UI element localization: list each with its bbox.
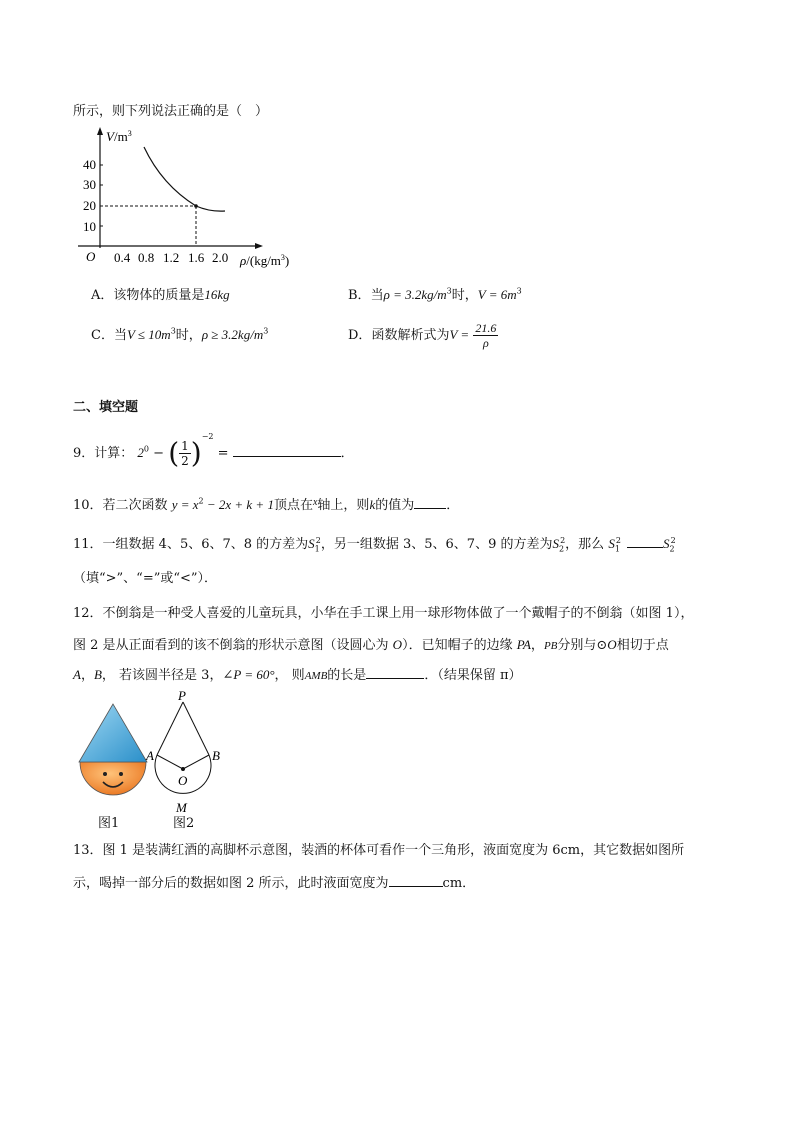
q8-intro: 所示，则下列说法正确的是（ ） [73, 104, 269, 119]
q10-answer-blank[interactable] [414, 496, 446, 509]
label-p: P [178, 688, 186, 703]
label-a: A [146, 748, 154, 763]
radius-oa [157, 755, 183, 769]
x-tick-1.2: 1.2 [163, 250, 180, 265]
q11-answer-blank[interactable] [627, 535, 663, 548]
y-axis-arrow [97, 127, 103, 135]
x-tick-1.6: 1.6 [188, 250, 205, 265]
label-o: O [178, 773, 188, 788]
center-point [181, 767, 185, 771]
q10: 10．若二次函数 $y = x^2 - 2x + k + 1$顶点在$^x$轴上，则k的值为 ． [73, 496, 460, 513]
origin-label: O [86, 249, 96, 264]
inverse-curve [144, 147, 225, 211]
tumbler-right-eye [119, 772, 123, 776]
tumbler-body [80, 762, 146, 795]
q12-line3: A，B， 若该圆半径是 3，∠P = 60°， 则AMB的长是 ．（结果保留 π） [73, 667, 522, 683]
q13-answer-blank[interactable] [389, 874, 443, 887]
x-tick-0.4: 0.4 [114, 250, 131, 265]
y-tick-40: 40 [83, 157, 96, 172]
y-tick-30: 30 [83, 177, 96, 192]
q11-line1: 11．一组数据 4、5、6、7、8 的方差为$S_1^2$，另一组数据 3、5、6、7、9 的方差为$S_2^2$，那么 $S_1^2$ $S_2^2$ [73, 535, 676, 554]
q8-option-b: B．当$\rho = 3.2kg/m^3$时，$V = 6m^3$ [348, 286, 522, 303]
q8-option-a: A．该物体的质量是16kg [91, 287, 230, 303]
y-tick-20: 20 [83, 198, 96, 213]
arc-amb: AMB [304, 670, 328, 682]
x-tick-0.8: 0.8 [138, 250, 155, 265]
q8-option-c: C．当$V \le 10m^3$时，$\rho \ge 3.2kg/m^3$ [91, 326, 269, 343]
label-m: M [176, 800, 187, 815]
q12-answer-blank[interactable] [366, 666, 424, 679]
tangent-pa [157, 702, 183, 755]
tumbler-hat [79, 704, 147, 762]
tangent-pb [183, 702, 209, 755]
x-axis-label: $\rho/(kg/m^3)$ [240, 253, 290, 268]
fraction-21.6-over-rho: $\frac{21.6}{\rho}$ [475, 321, 497, 350]
curve-point [194, 204, 198, 208]
q11-line2: （填“>”、“=”或“<”）． [73, 571, 218, 586]
radius-ob [183, 755, 209, 769]
figure-1-caption: 图1 [98, 816, 120, 831]
q9-answer-blank[interactable] [233, 444, 341, 457]
x-axis-arrow [255, 243, 263, 249]
density-volume-graph [70, 125, 310, 270]
q13-line1: 13．图 1 是装满红酒的高脚杯示意图，装酒的杯体可看作一个三角形，液面宽度为 6cm，其它数据如图所 [73, 843, 685, 858]
tumbler-left-eye [103, 772, 107, 776]
q12-line1: 12．不倒翁是一种受人喜爱的儿童玩具，小华在手工课上用一球形物体做了一个戴帽子的不倒翁（如图 1）， [73, 606, 694, 621]
q8-option-d: D．函数解析式为V = $\frac{21.6}{\rho}$ [348, 321, 497, 350]
q13-line2: 示，喝掉一部分后的数据如图 2 所示，此时液面宽度为 cm． [73, 876, 476, 891]
q9: 9．计算： $2^0$ − ( $\frac{1}{2}$ )$^{-2}$ = ． [73, 432, 354, 470]
figure-2-caption: 图2 [173, 816, 195, 831]
y-tick-10: 10 [83, 219, 96, 234]
y-axis-label: $V/m^3$ [106, 129, 132, 144]
q12-line2: 图 2 是从正面看到的该不倒翁的形状示意图（设圆心为 O）．已知帽子的边缘 PA，PB分别与⊙O相切于点 [73, 637, 669, 653]
label-b: B [212, 748, 220, 763]
figure-2-diagram [140, 688, 230, 818]
x-tick-2.0: 2.0 [212, 250, 229, 265]
section-title: 二、填空题 [73, 400, 139, 415]
